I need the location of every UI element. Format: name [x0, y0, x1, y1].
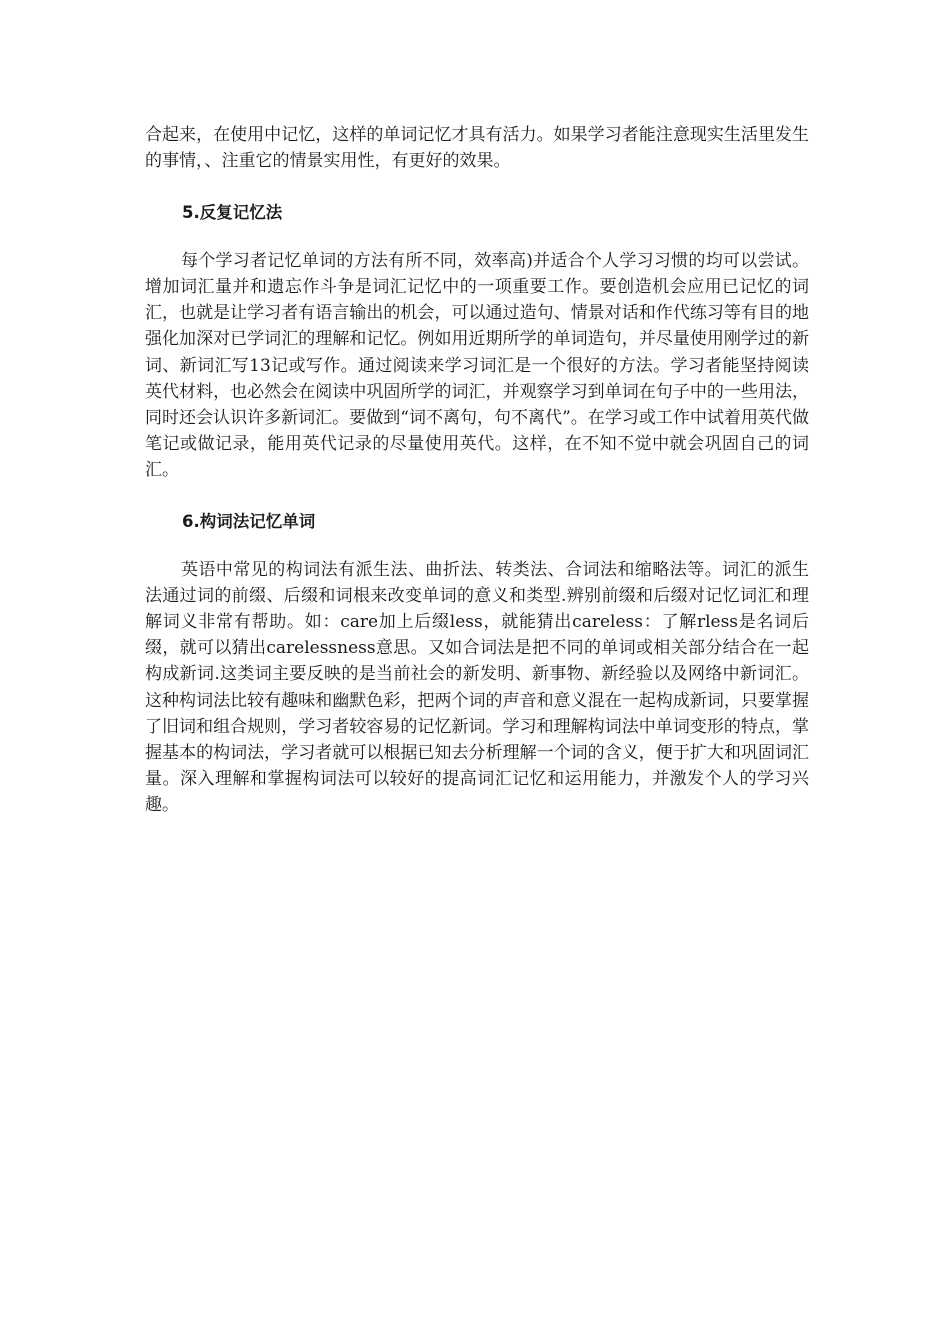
section-6-heading: 6.构词法记忆单词 [182, 512, 316, 532]
section-5-heading: 5.反复记忆法 [182, 203, 283, 223]
intro-paragraph: 合起来，在使用中记忆，这样的单词记忆才具有活力。如果学习者能注意现实生活里发生的事情，、注重它的情景实用性，有更好的效果。 [145, 125, 809, 172]
document-body [145, 122, 809, 818]
section-5-paragraph: 每个学习者记忆单词的方法有所不同，效率高)并适合个人学习习惯的均可以尝试。增加词汇量并和遗忘作斗争是词汇记忆中的一项重要工作。要创造机会应用已记忆的词汇，也就是让学习者有语言输出的机会，可以通过造句、情景对话和作代练习等有目的地强化加深对已学词汇的理解和记忆。例如用近期所学的单词造句，并尽量使用刚学过的新词、新词汇写13记或写作。通过阅读来学习词汇是一个很好的方法。学习者能坚持阅读英代材料，也必然会在阅读中巩固所学的词汇，并观察学习到单词在句子中的一些用法，同时还会认识许多新词汇。要做到“词不离句，句不离代”。在学习或工作中试着用英代做笔记或做记录，能用英代记录的尽量使用英代。这样，在不知不觉中就会巩固自己的词汇。 [145, 251, 809, 480]
section-6-paragraph: 英语中常见的构词法有派生法、曲折法、转类法、合词法和缩略法等。词汇的派生法通过词的前缀、后缀和词根来改变单词的意义和类型.辨别前缀和后缀对记忆词汇和理解词义非常有帮助。如：care加上后缀less，就能猜出careless：了解rless是名词后缀，就可以猜出carelessness意思。又如合词法是把不同的单词或相关部分结合在一起构成新词.这类词主要反映的是当前社会的新发明、新事物、新经验以及网络中新词汇。这种构词法比较有趣味和幽默色彩，把两个词的声音和意义混在一起构成新词，只要掌握了旧词和组合规则，学习者较容易的记忆新词。学习和理解构词法中单词变形的特点，掌握基本的构词法，学习者就可以根据已知去分析理解一个词的含义，便于扩大和巩固词汇量。深入理解和掌握构词法可以较好的提高词汇记忆和运用能力，并激发个人的学习兴趣。 [145, 560, 809, 815]
